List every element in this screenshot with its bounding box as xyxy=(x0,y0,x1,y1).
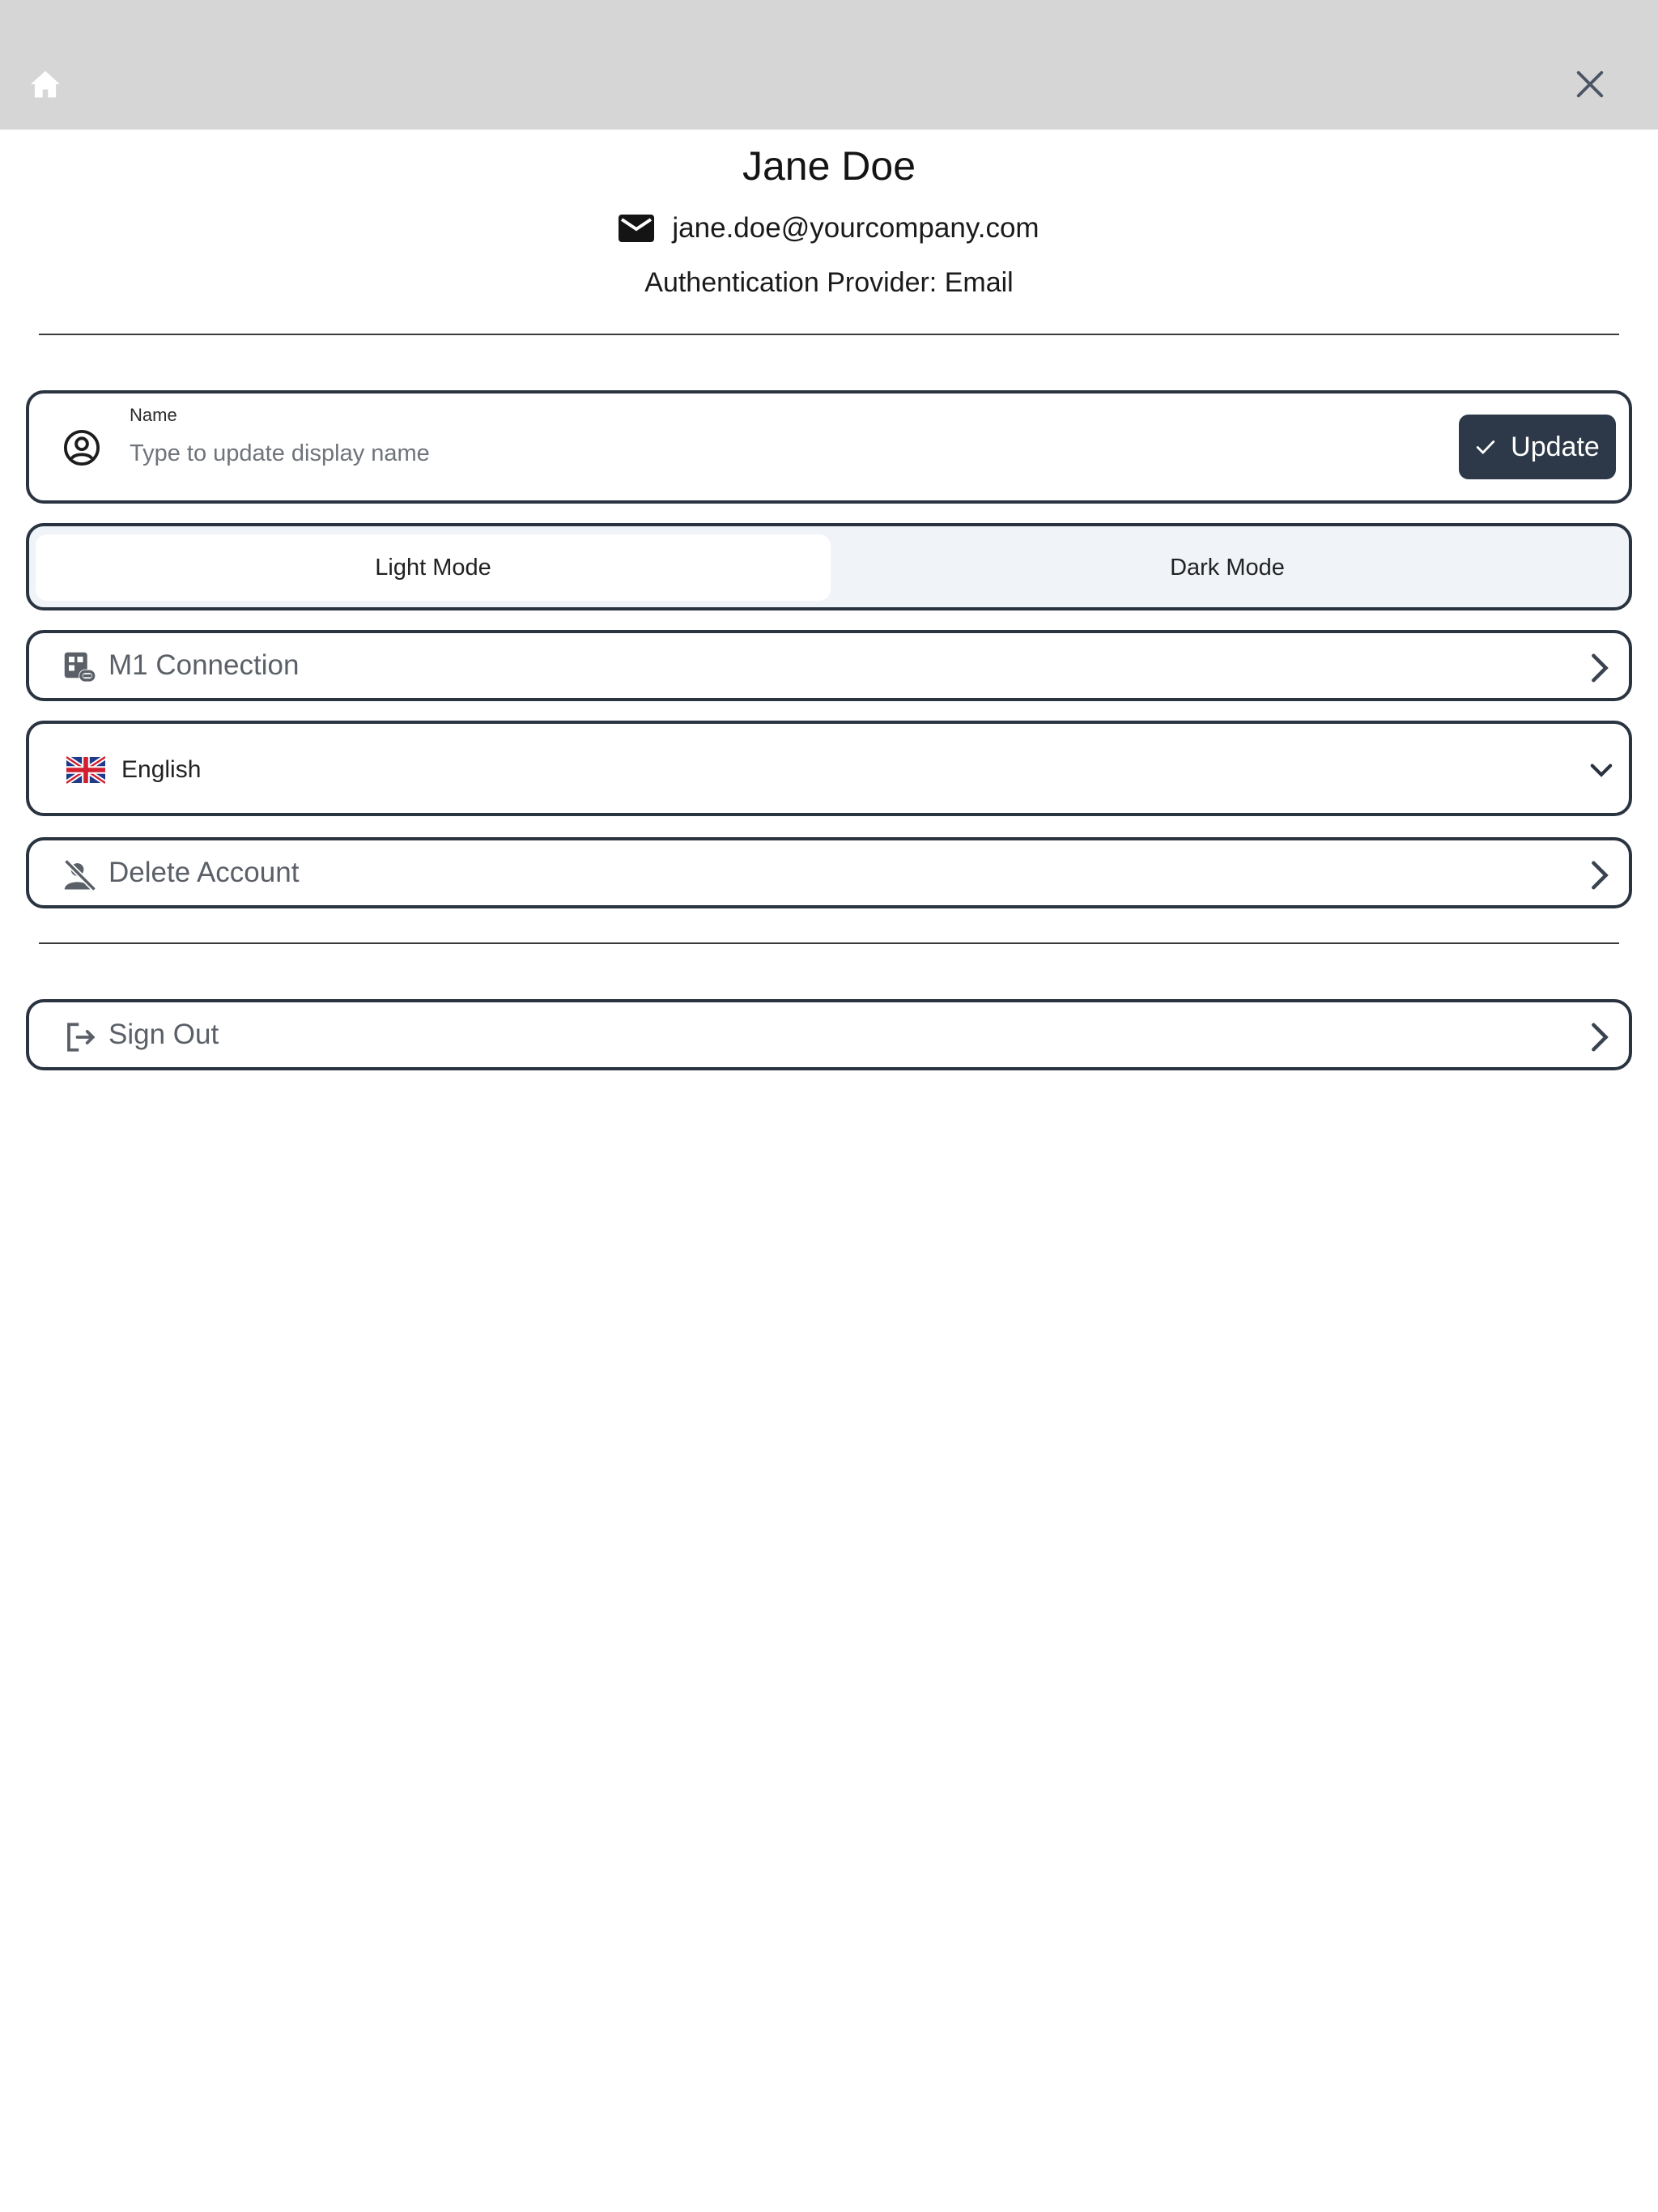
m1-connection-row[interactable] xyxy=(26,630,1632,701)
connection-link-icon xyxy=(63,651,97,685)
close-icon xyxy=(1575,69,1605,100)
chevron-right-icon xyxy=(1588,860,1611,891)
user-circle-icon xyxy=(63,429,100,466)
profile-email: jane.doe@yourcompany.com xyxy=(672,212,1039,244)
light-mode-option[interactable]: Light Mode xyxy=(36,534,831,601)
chevron-right-icon xyxy=(1588,1022,1611,1053)
update-button[interactable] xyxy=(1459,415,1616,479)
email-row xyxy=(0,212,1658,245)
name-field-card xyxy=(26,390,1632,504)
home-icon xyxy=(29,70,62,99)
name-field-label: Name xyxy=(130,405,177,425)
m1-connection-label: M1 Connection xyxy=(108,649,300,681)
close-button[interactable] xyxy=(1566,60,1614,108)
delete-account-label: Delete Account xyxy=(108,857,300,888)
update-button-label: Update xyxy=(1511,431,1600,462)
auth-provider xyxy=(0,267,1658,299)
divider-top xyxy=(39,334,1619,335)
theme-toggle xyxy=(26,523,1632,610)
mail-icon xyxy=(619,215,654,242)
profile-name: Jane Doe xyxy=(742,143,916,189)
delete-account-row[interactable] xyxy=(26,837,1632,908)
top-bar xyxy=(0,0,1658,130)
sign-out-row[interactable] xyxy=(26,999,1632,1070)
language-select[interactable] xyxy=(26,721,1632,816)
chevron-down-icon xyxy=(1588,761,1614,781)
language-label: English xyxy=(121,756,202,783)
sign-out-label: Sign Out xyxy=(108,1019,219,1050)
divider-bottom xyxy=(39,942,1619,944)
sign-out-icon xyxy=(63,1020,97,1054)
chevron-right-icon xyxy=(1588,653,1611,683)
dark-mode-option[interactable]: Dark Mode xyxy=(1170,554,1285,581)
person-off-icon xyxy=(63,858,97,892)
name-input[interactable] xyxy=(130,429,1425,478)
check-icon xyxy=(1475,436,1496,457)
uk-flag-icon xyxy=(66,756,105,784)
home-button[interactable] xyxy=(23,63,68,105)
auth-provider-text: Authentication Provider: Email xyxy=(644,267,1014,298)
